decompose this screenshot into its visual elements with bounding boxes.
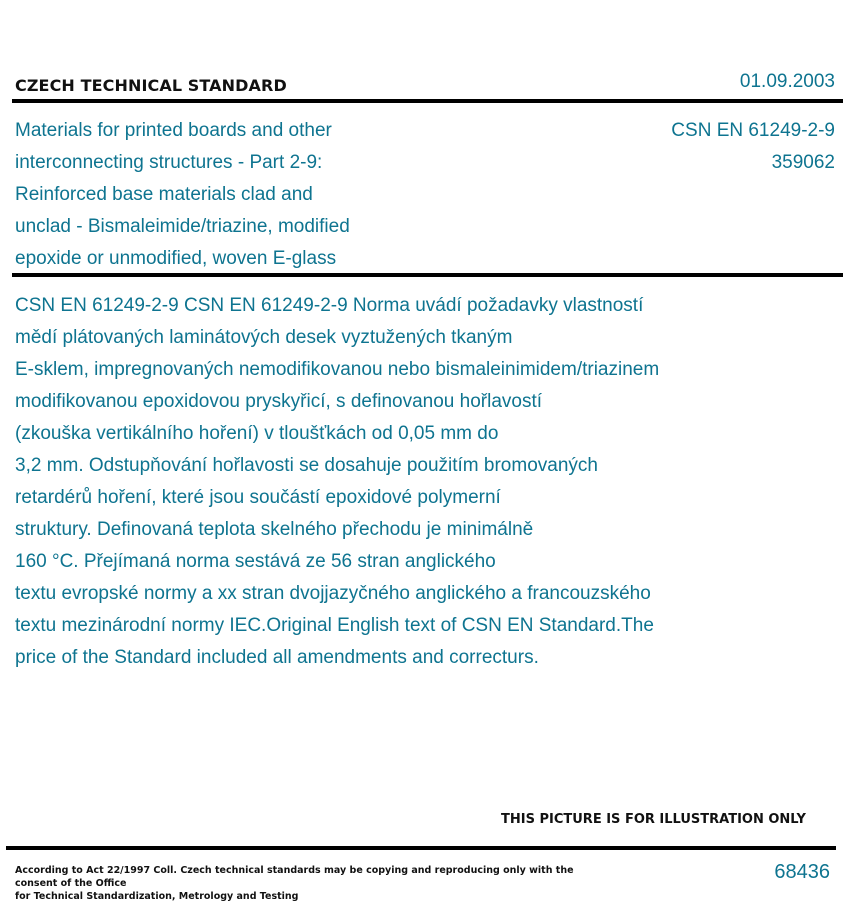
standard-title: Materials for printed boards and other interconnecting structures - Part 2-9: Reinforced base materials clad and unclad - Bismaleimide/triazine, modified epoxide or unmodified, woven E-glass	[15, 120, 350, 269]
standard-description: CSN EN 61249-2-9 CSN EN 61249-2-9 Norma uvádí požadavky vlastností mědí plátovaných laminátových desek vyztužených tkaným E-sklem, impregnovaných nemodifikovanou nebo bismaleinimidem/triazinem modifikovanou epoxidovou pryskyřicí, s definovanou hořlavostí (zkouška vertikálního hoření) v tloušťkách od 0,05 mm do 3,2 mm. Odstupňování hořlavosti se dosahuje použitím bromovaných retardérů hoření, které jsou součástí epoxidové polymerní struktury. Definovaná teplota skelného přechodu je minimálně 160 °C. Přejímaná norma sestává ze 56 stran anglického textu evropské normy a xx stran dvojjazyčného anglického a francouzského textu mezinárodní normy IEC.Original English text of CSN EN Standard.The price of the Standard included all amendments and correcturs.	[15, 295, 660, 668]
document-number: 68436	[774, 861, 830, 883]
classification-number: 359062	[771, 152, 835, 173]
illustration-notice: THIS PICTURE IS FOR ILLUSTRATION ONLY	[501, 812, 806, 827]
header-rule	[12, 99, 843, 103]
title-rule	[12, 273, 843, 277]
standard-number: CSN EN 61249-2-9	[671, 120, 835, 141]
copyright-note: According to Act 22/1997 Coll. Czech technical standards may be copying and reproducing only with the consent of the Office for Technical Standardization, Metrology and Testing	[15, 865, 574, 902]
standard-codes	[671, 115, 835, 179]
header-label: CZECH TECHNICAL STANDARD	[15, 76, 287, 95]
footer-rule	[6, 846, 836, 850]
publication-date: 01.09.2003	[739, 71, 835, 92]
